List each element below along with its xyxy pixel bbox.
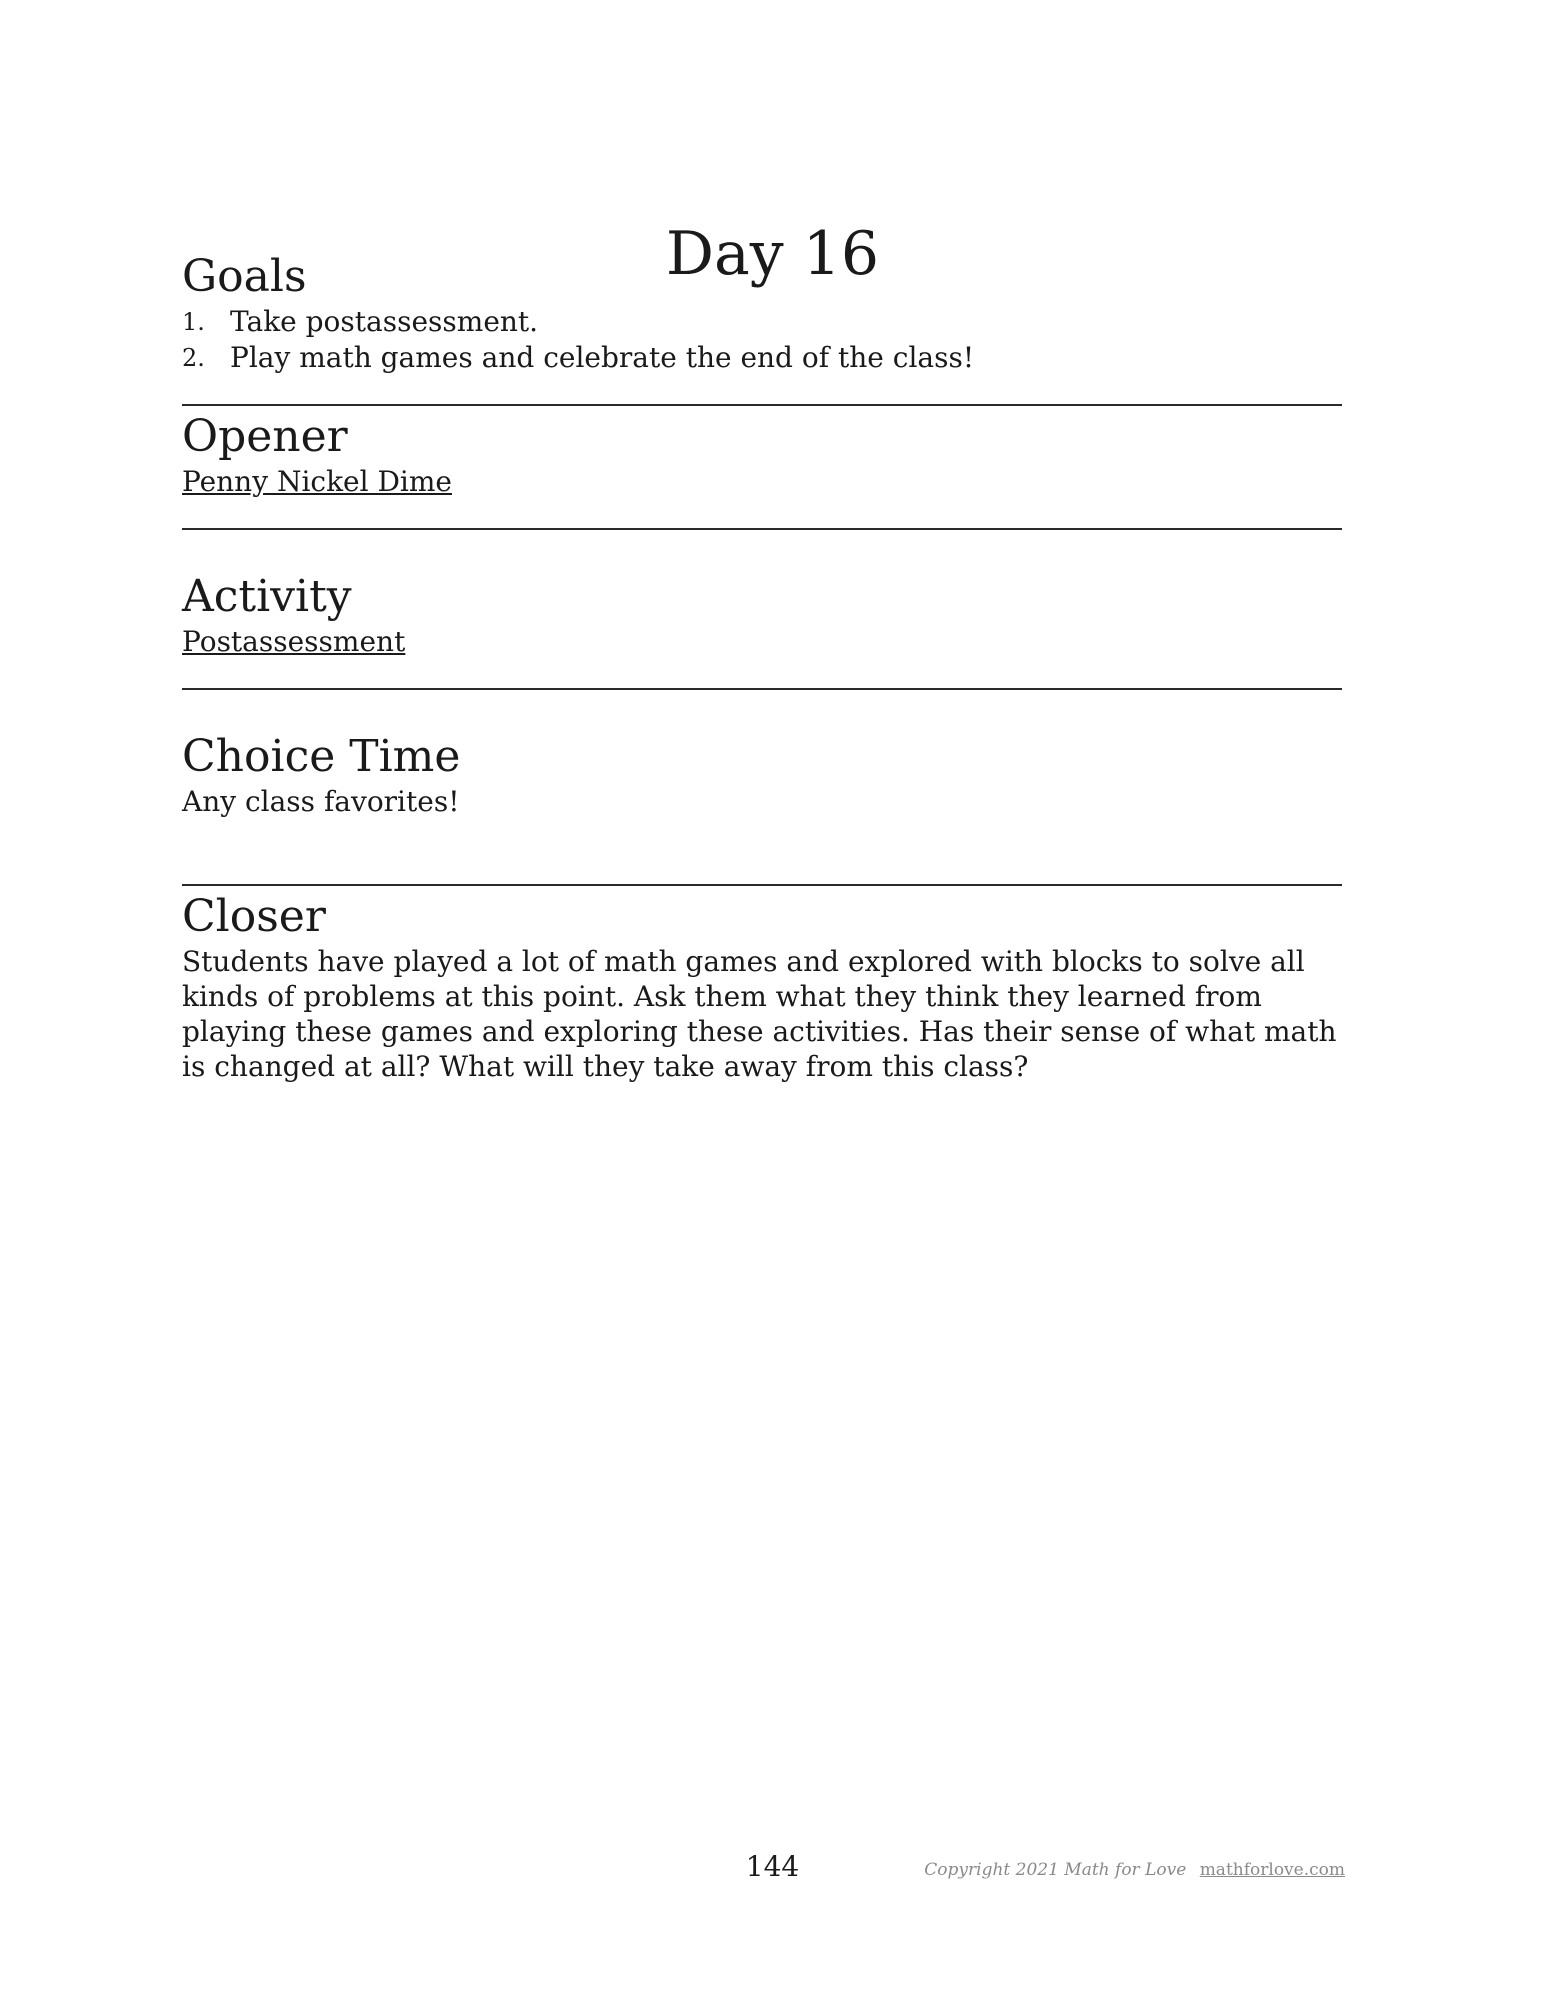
closer-section [182,890,1342,1084]
copyright-notice [924,1860,1345,1880]
page-footer [0,1850,1545,1890]
goals-list [182,304,1342,376]
activity-heading: Activity [182,571,352,622]
section-divider [182,884,1342,886]
goals-heading: Goals [182,251,307,302]
lesson-content [182,250,1342,1084]
section-divider [182,528,1342,530]
section-divider [182,404,1342,406]
goal-number: 1. [182,308,205,336]
opener-heading: Opener [182,411,348,462]
page-number: 144 [745,1850,800,1883]
choice-time-section [182,730,1342,820]
goal-number: 2. [182,344,205,372]
website-link[interactable]: mathforlove.com [1199,1860,1345,1880]
goal-text: Take postassessment. [230,305,539,338]
copyright-text: Copyright 2021 Math for Love [924,1860,1187,1880]
goal-text: Play math games and celebrate the end of the class! [230,341,975,374]
choice-time-text: Any class favorites! [182,785,460,818]
goal-item [182,340,1342,376]
goal-item [182,304,1342,340]
closer-heading: Closer [182,891,326,942]
closer-text: Students have played a lot of math games and explored with blocks to solve all kinds of problems at this point. Ask them what they think they learned from playing these games and exploring these activities. Has their sense of what math is changed at all? What will they take away from this class? [182,945,1337,1083]
activity-link[interactable]: Postassessment [182,625,406,658]
activity-section [182,570,1342,660]
opener-activity-link[interactable]: Penny Nickel Dime [182,465,452,498]
choice-time-heading: Choice Time [182,731,461,782]
opener-section [182,410,1342,500]
page-title: Day 16 [665,219,880,290]
goals-section [182,250,1342,376]
section-divider [182,688,1342,690]
